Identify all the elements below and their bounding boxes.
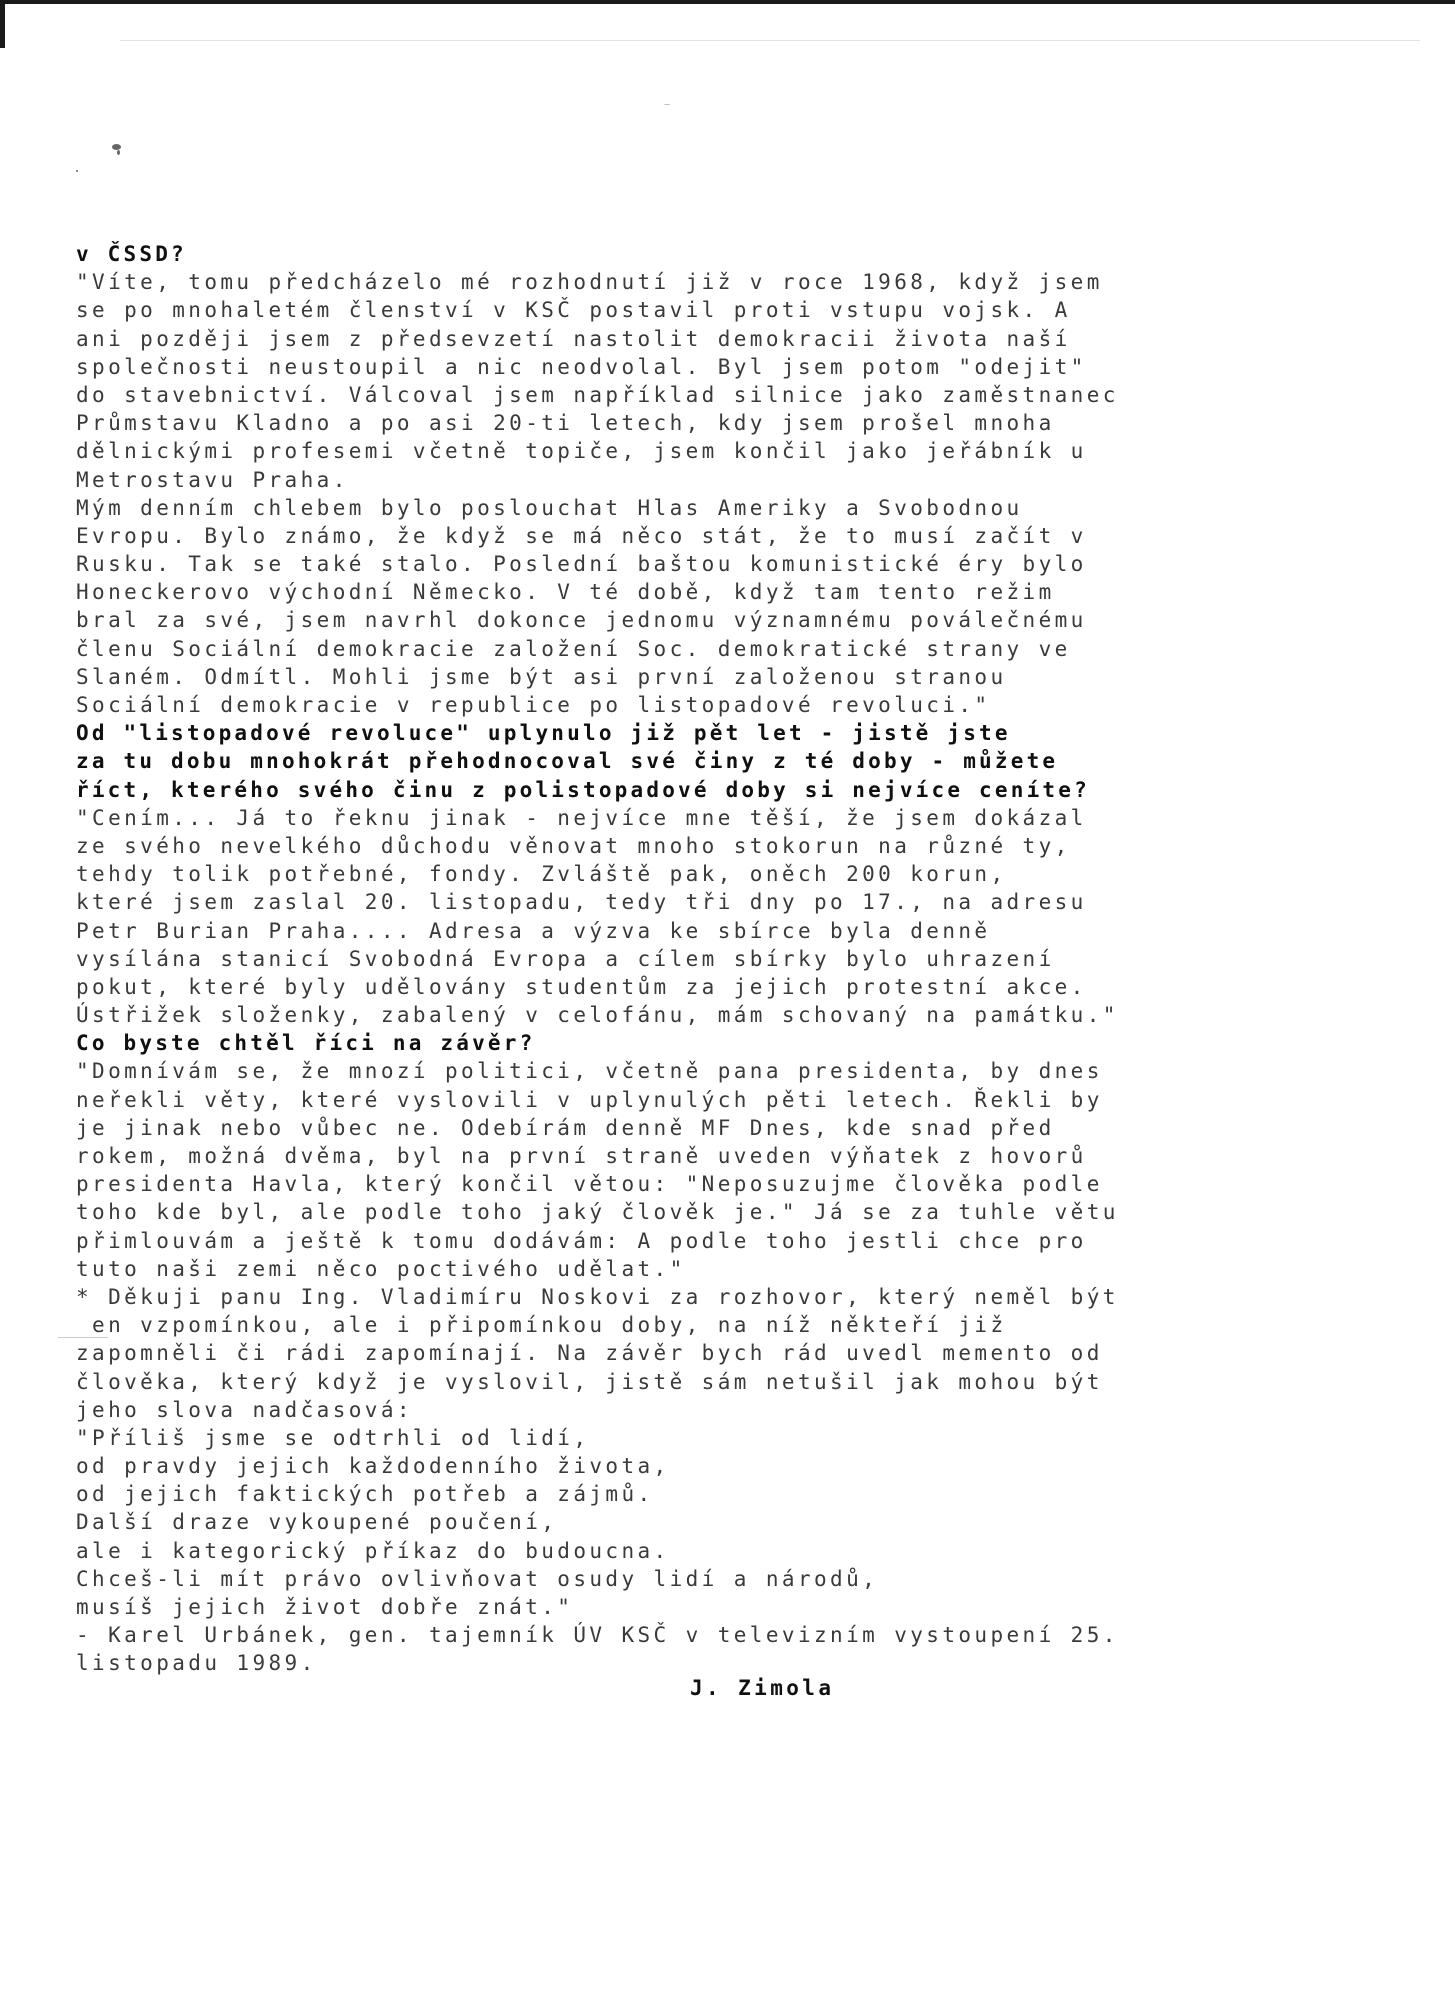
text-line: společnosti neustoupil a nic neodvolal. Byl jsem potom "odejit" — [76, 354, 1087, 379]
scan-speck — [112, 144, 121, 150]
text-line: jeho slova nadčasová: — [76, 1397, 413, 1422]
text-line: "Víte, tomu předcházelo mé rozhodnutí již v roce 1968, když jsem — [76, 270, 1103, 295]
text-line: "Domnívám se, že mnozí politici, včetně pana presidenta, by dnes — [76, 1059, 1103, 1084]
text-line: Další draze vykoupené poučení, — [76, 1510, 558, 1535]
text-line: členu Sociální demokracie založení Soc. demokratické strany ve — [76, 636, 1071, 661]
text-line: člověka, který když je vyslovil, jistě sám netušil jak mohou být — [76, 1369, 1103, 1394]
text-line: do stavebnictví. Válcoval jsem například silnice jako zaměstnanec — [76, 382, 1119, 407]
text-line: toho kde byl, ale podle toho jaký člověk je." Já se za tuhle větu — [76, 1200, 1119, 1225]
text-line: zapomněli či rádi zapomínají. Na závěr bych rád uvedl memento od — [76, 1341, 1103, 1366]
text-line: "Příliš jsme se odtrhli od lidí, — [76, 1425, 590, 1450]
scan-speck — [117, 150, 120, 155]
text-line: - Karel Urbánek, gen. tajemník ÚV KSČ v televizním vystoupení 25. — [76, 1623, 1119, 1648]
text-line: Petr Burian Praha.... Adresa a výzva ke sbírce byla denně — [76, 918, 991, 943]
scan-edge-left — [0, 0, 5, 48]
text-line: bral za své, jsem navrhl dokonce jednomu významnému poválečnému — [76, 608, 1087, 633]
text-line: Sociální demokracie v republice po listopadové revoluci." — [76, 693, 991, 717]
text-line: Rusku. Tak se také stalo. Poslední baštou komunistické éry bylo — [76, 552, 1087, 577]
text-line: od jejich faktických potřeb a zájmů. — [76, 1482, 654, 1507]
question-line: říct, kterého svého činu z polistopadové doby si nejvíce ceníte? — [76, 777, 1090, 802]
text-line: * Děkuji panu Ing. Vladimíru Noskovi za rozhovor, který neměl být — [76, 1284, 1119, 1309]
text-line: Metrostavu Praha. — [76, 467, 349, 492]
text-line: Chceš-li mít právo ovlivňovat osudy lidí a národů, — [76, 1566, 879, 1591]
text-line: dělnickými profesemi včetně topiče, jsem končil jako jeřábník u — [76, 439, 1087, 464]
document-body — [76, 240, 1406, 1678]
text-line: Slaném. Odmítl. Mohli jsme být asi první založenou stranou — [76, 664, 1007, 689]
text-line: je jinak nebo vůbec ne. Odebírám denně MF Dnes, kde snad před — [76, 1115, 1055, 1140]
text-line: Průmstavu Kladno a po asi 20-ti letech, kdy jsem prošel mnoha — [76, 411, 1055, 436]
text-line: se po mnohaletém členství v KSČ postavil proti vstupu vojsk. A — [76, 298, 1071, 323]
text-line: tuto naši zemi něco poctivého udělat." — [76, 1256, 686, 1281]
text-line: přimlouvám a ještě k tomu dodávám: A podle toho jestli chce pro — [76, 1228, 1087, 1253]
scan-speck — [664, 104, 670, 105]
text-line: které jsem zaslal 20. listopadu, tedy tři dny po 17., na adresu — [76, 890, 1087, 915]
text-line: "Cením... Já to řeknu jinak - nejvíce mne těší, že jsem dokázal — [76, 805, 1087, 830]
text-line: ale i kategorický příkaz do budoucna. — [76, 1538, 670, 1563]
text-line: tehdy tolik potřebné, fondy. Zvláště pak, oněch 200 korun, — [76, 862, 1007, 887]
text-line: presidenta Havla, který končil větou: "Neposuzujme člověka podle — [76, 1172, 1103, 1197]
text-line: od pravdy jejich každodenního života, — [76, 1454, 670, 1479]
text-line: pokut, které byly udělovány studentům za jejich protestní akce. — [76, 974, 1087, 999]
scan-edge-top — [0, 0, 1455, 4]
question-line: Co byste chtěl říci na závěr? — [76, 1031, 536, 1056]
text-line: musíš jejich život dobře znát." — [76, 1595, 574, 1619]
text-line: Evropu. Bylo známo, že když se má něco stát, že to musí začít v — [76, 523, 1087, 548]
text-line: listopadu 1989. — [76, 1651, 317, 1676]
text-line: Honeckerovo východní Německo. V té době, když tam tento režim — [76, 580, 1055, 605]
question-line: za tu dobu mnohokrát přehodnocoval své činy z té doby - můžete — [76, 749, 1059, 774]
text-line: en vzpomínkou, ale i připomínkou doby, na níž někteří již — [76, 1313, 1007, 1338]
question-line: v ČSSD? — [76, 242, 187, 266]
signature: J. Zimola — [690, 1676, 835, 1700]
text-line: Ústřižek složenky, zabalený v celofánu, mám schovaný na památku." — [76, 1003, 1119, 1028]
text-line: ani později jsem z předsevzetí nastolit demokracii života naší — [76, 326, 1071, 351]
text-line: Mým denním chlebem bylo poslouchat Hlas Ameriky a Svobodnou — [76, 495, 1023, 520]
text-line: neřekli věty, které vyslovili v uplynulých pěti letech. Řekli by — [76, 1087, 1103, 1112]
question-line: Od "listopadové revoluce" uplynulo již pět let - jistě jste — [76, 721, 1011, 746]
text-line: rokem, možná dvěma, byl na první straně uveden výňatek z hovorů — [76, 1144, 1087, 1168]
scan-artifact-line — [120, 40, 1420, 41]
text-line: ze svého nevelkého důchodu věnovat mnoho stokorun na různé ty, — [76, 833, 1071, 858]
scan-speck — [76, 170, 78, 172]
text-line: vysílána stanicí Svobodná Evropa a cílem sbírky bylo uhrazení — [76, 946, 1055, 971]
